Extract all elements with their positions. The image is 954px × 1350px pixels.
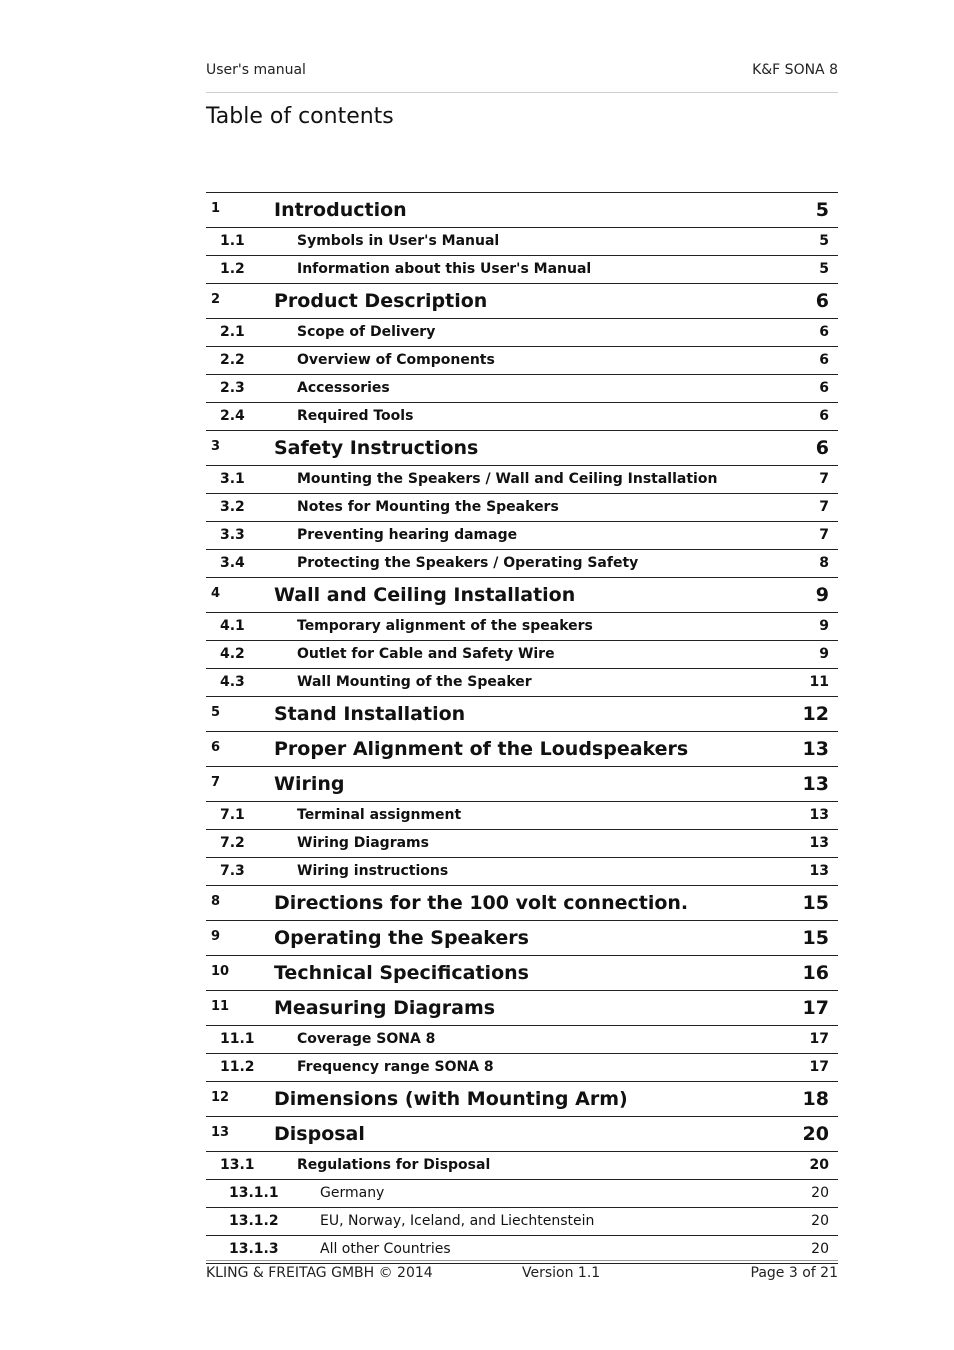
toc-entry-page: 6 xyxy=(819,324,829,340)
toc-entry-title: Measuring Diagrams xyxy=(274,997,496,1019)
toc-entry-title: Wiring instructions xyxy=(297,863,449,879)
toc-entry-title: Accessories xyxy=(297,380,390,396)
footer-version: Version 1.1 xyxy=(522,1265,601,1281)
toc-entry[interactable] xyxy=(206,193,838,228)
toc-entry[interactable] xyxy=(206,403,838,431)
toc-entry-number: 3.3 xyxy=(220,527,245,543)
toc-entry-title: Dimensions (with Mounting Arm) xyxy=(274,1088,628,1110)
toc-entry[interactable] xyxy=(206,466,838,494)
toc-entry-number: 2.4 xyxy=(220,408,245,424)
toc-entry-number: 13.1.1 xyxy=(229,1185,279,1201)
toc-entry[interactable] xyxy=(206,858,838,886)
toc-entry-page: 17 xyxy=(809,1031,829,1047)
toc-entry-page: 16 xyxy=(802,962,829,984)
toc-entry-number: 13 xyxy=(211,1125,230,1140)
toc-entry-number: 11.1 xyxy=(220,1031,255,1047)
toc-entry[interactable] xyxy=(206,1180,838,1208)
toc-entry[interactable] xyxy=(206,1117,838,1152)
toc-entry-number: 13.1 xyxy=(220,1157,255,1173)
toc-entry-page: 6 xyxy=(815,437,829,459)
toc-entry-title: Frequency range SONA 8 xyxy=(297,1059,494,1075)
toc-entry-number: 11.2 xyxy=(220,1059,255,1075)
toc-entry-number: 4.2 xyxy=(220,646,245,662)
toc-entry[interactable] xyxy=(206,1152,838,1180)
toc-entry-number: 3.2 xyxy=(220,499,245,515)
toc-entry-number: 4.3 xyxy=(220,674,245,690)
toc-entry-title: Germany xyxy=(320,1185,385,1201)
toc-entry-title: Operating the Speakers xyxy=(274,927,529,949)
toc-entry[interactable] xyxy=(206,578,838,613)
toc-entry[interactable] xyxy=(206,802,838,830)
toc-entry-title: Outlet for Cable and Safety Wire xyxy=(297,646,555,662)
toc-entry[interactable] xyxy=(206,375,838,403)
toc-entry-number: 2.2 xyxy=(220,352,245,368)
toc-entry-page: 11 xyxy=(809,674,829,690)
toc-entry-title: Wall Mounting of the Speaker xyxy=(297,674,532,690)
toc-entry-number: 7 xyxy=(211,775,221,790)
toc-entry-number: 7.1 xyxy=(220,807,245,823)
toc-entry-title: Symbols in User's Manual xyxy=(297,233,500,249)
toc-entry-page: 9 xyxy=(815,584,829,606)
toc-entry[interactable] xyxy=(206,431,838,466)
page-title: Table of contents xyxy=(206,104,394,129)
toc-entry-page: 20 xyxy=(811,1241,829,1257)
header-document-type: User's manual xyxy=(206,62,306,78)
toc-entry-page: 17 xyxy=(809,1059,829,1075)
toc-entry-page: 6 xyxy=(819,380,829,396)
toc-entry-page: 20 xyxy=(811,1185,829,1201)
toc-entry-page: 13 xyxy=(809,807,829,823)
toc-entry-title: Introduction xyxy=(274,199,407,221)
toc-entry-page: 20 xyxy=(809,1157,829,1173)
toc-entry-page: 6 xyxy=(819,408,829,424)
toc-entry-number: 1 xyxy=(211,201,221,216)
toc-entry-page: 6 xyxy=(815,290,829,312)
toc-entry-number: 8 xyxy=(211,894,221,909)
toc-entry-page: 13 xyxy=(802,773,829,795)
toc-entry-page: 6 xyxy=(819,352,829,368)
toc-entry-number: 13.1.3 xyxy=(229,1241,279,1257)
footer-page-number: Page 3 of 21 xyxy=(750,1265,838,1281)
toc-entry-title: Temporary alignment of the speakers xyxy=(297,618,593,634)
toc-entry-title: Preventing hearing damage xyxy=(297,527,518,543)
toc-entry[interactable] xyxy=(206,669,838,697)
page-header xyxy=(206,60,838,93)
toc-entry-title: Wall and Ceiling Installation xyxy=(274,584,576,606)
toc-entry-number: 7.3 xyxy=(220,863,245,879)
toc-entry-number: 4.1 xyxy=(220,618,245,634)
toc-entry-number: 2.1 xyxy=(220,324,245,340)
toc-entry[interactable] xyxy=(206,956,838,991)
toc-entry-title: Regulations for Disposal xyxy=(297,1157,491,1173)
toc-entry-title: Wiring xyxy=(274,773,345,795)
toc-entry-title: EU, Norway, Iceland, and Liechtenstein xyxy=(320,1213,595,1229)
toc-entry[interactable] xyxy=(206,732,838,767)
toc-entry-title: Overview of Components xyxy=(297,352,495,368)
toc-entry-number: 7.2 xyxy=(220,835,245,851)
toc-entry-title: Wiring Diagrams xyxy=(297,835,429,851)
toc-entry[interactable] xyxy=(206,921,838,956)
toc-entry[interactable] xyxy=(206,1026,838,1054)
toc-entry[interactable] xyxy=(206,830,838,858)
toc-entry[interactable] xyxy=(206,319,838,347)
toc-entry-title: Protecting the Speakers / Operating Safety xyxy=(297,555,639,571)
toc-entry-title: Coverage SONA 8 xyxy=(297,1031,436,1047)
toc-entry-number: 4 xyxy=(211,586,221,601)
toc-entry-title: Proper Alignment of the Loudspeakers xyxy=(274,738,689,760)
toc-entry-title: Directions for the 100 volt connection. xyxy=(274,892,689,914)
toc-entry-number: 12 xyxy=(211,1090,230,1105)
toc-entry-number: 9 xyxy=(211,929,221,944)
toc-entry-number: 2.3 xyxy=(220,380,245,396)
toc-entry[interactable] xyxy=(206,522,838,550)
toc-entry-page: 9 xyxy=(819,646,829,662)
toc-entry-page: 7 xyxy=(819,499,829,515)
toc-entry-number: 13.1.2 xyxy=(229,1213,279,1229)
toc-entry-number: 3 xyxy=(211,439,221,454)
toc-entry-page: 5 xyxy=(819,261,829,277)
toc-entry[interactable] xyxy=(206,494,838,522)
toc-entry-title: Disposal xyxy=(274,1123,365,1145)
page-footer xyxy=(206,1260,838,1289)
toc-entry-title: Required Tools xyxy=(297,408,414,424)
toc-entry-title: All other Countries xyxy=(320,1241,451,1257)
toc-entry-number: 5 xyxy=(211,705,221,720)
toc-entry[interactable] xyxy=(206,991,838,1026)
footer-copyright: KLING & FREITAG GMBH © 2014 xyxy=(206,1265,433,1281)
toc-entry-title: Scope of Delivery xyxy=(297,324,436,340)
toc-entry-page: 9 xyxy=(819,618,829,634)
toc-entry[interactable] xyxy=(206,697,838,732)
toc-entry-number: 11 xyxy=(211,999,230,1014)
toc-entry[interactable] xyxy=(206,613,838,641)
toc-entry-number: 2 xyxy=(211,292,221,307)
toc-entry-title: Product Description xyxy=(274,290,488,312)
toc-entry-title: Mounting the Speakers / Wall and Ceiling Installation xyxy=(297,471,718,487)
toc-entry-title: Safety Instructions xyxy=(274,437,479,459)
toc-entry-page: 7 xyxy=(819,471,829,487)
toc-entry[interactable] xyxy=(206,284,838,319)
toc-entry[interactable] xyxy=(206,550,838,578)
header-product-name: K&F SONA 8 xyxy=(752,62,838,78)
toc-entry-page: 13 xyxy=(809,863,829,879)
toc-entry-title: Technical Specifications xyxy=(274,962,529,984)
toc-entry-title: Notes for Mounting the Speakers xyxy=(297,499,559,515)
toc-entry[interactable] xyxy=(206,347,838,375)
toc-entry-page: 8 xyxy=(819,555,829,571)
toc-entry[interactable] xyxy=(206,1082,838,1117)
toc-entry-number: 3.1 xyxy=(220,471,245,487)
toc-entry[interactable] xyxy=(206,228,838,256)
toc-entry-page: 20 xyxy=(802,1123,829,1145)
toc-entry-page: 5 xyxy=(815,199,829,221)
toc-entry-page: 20 xyxy=(811,1213,829,1229)
toc-entry-page: 15 xyxy=(802,892,829,914)
toc-entry[interactable] xyxy=(206,1208,838,1236)
toc-entry[interactable] xyxy=(206,256,838,284)
toc-entry[interactable] xyxy=(206,641,838,669)
toc-entry-page: 5 xyxy=(819,233,829,249)
toc-entry-page: 12 xyxy=(802,703,829,725)
toc-entry[interactable] xyxy=(206,767,838,802)
toc-entry-page: 13 xyxy=(802,738,829,760)
toc-entry-number: 3.4 xyxy=(220,555,245,571)
toc-entry-page: 15 xyxy=(802,927,829,949)
toc-entry-number: 10 xyxy=(211,964,230,979)
toc-entry-title: Stand Installation xyxy=(274,703,466,725)
toc-entry-number: 6 xyxy=(211,740,221,755)
toc-entry-title: Terminal assignment xyxy=(297,807,462,823)
toc-entry-page: 13 xyxy=(809,835,829,851)
toc-entry[interactable] xyxy=(206,886,838,921)
toc-entry-number: 1.1 xyxy=(220,233,245,249)
toc-entry-title: Information about this User's Manual xyxy=(297,261,592,277)
toc-entry-page: 17 xyxy=(802,997,829,1019)
toc-entry-page: 7 xyxy=(819,527,829,543)
toc-entry-page: 18 xyxy=(802,1088,829,1110)
toc-entry[interactable] xyxy=(206,1054,838,1082)
toc-entry-number: 1.2 xyxy=(220,261,245,277)
table-of-contents xyxy=(206,192,838,1264)
